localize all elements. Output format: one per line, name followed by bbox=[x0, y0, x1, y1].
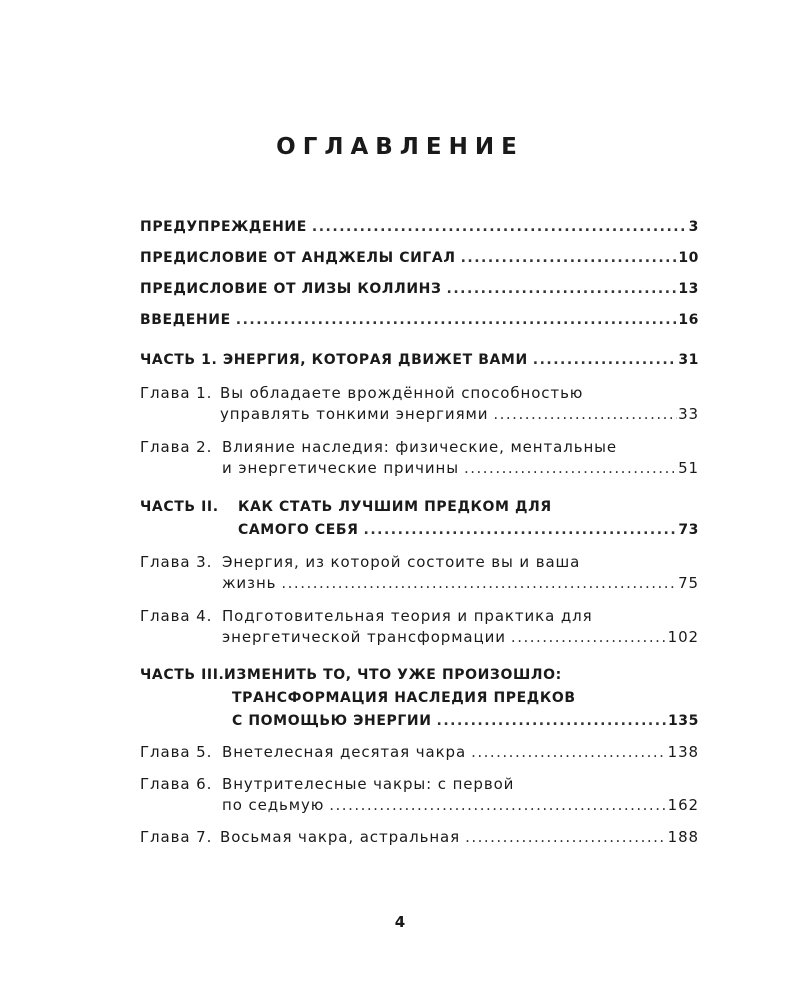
toc-part-1 bbox=[140, 352, 699, 368]
dot-leader bbox=[533, 352, 678, 368]
part-title-line: САМОГО СЕБЯ bbox=[238, 522, 359, 538]
toc-entry-front-matter bbox=[140, 281, 699, 297]
chapter-label: Глава 2. bbox=[140, 438, 213, 456]
chapter-page: 162 bbox=[667, 796, 699, 814]
part-page: 31 bbox=[678, 352, 699, 368]
chapter-title-line: Внетелесная десятая чакра bbox=[222, 743, 467, 761]
toc-chapter-3 bbox=[222, 574, 699, 592]
chapter-page: 102 bbox=[667, 628, 699, 646]
part-page: 73 bbox=[678, 522, 699, 538]
chapter-title-line: Восьмая чакра, астральная bbox=[220, 828, 461, 846]
chapter-title-line: и энергетические причины bbox=[222, 459, 459, 477]
chapter-page: 188 bbox=[667, 828, 699, 846]
toc-part-2 bbox=[238, 522, 699, 538]
dot-leader bbox=[364, 522, 678, 538]
part-title: ЧАСТЬ 1. ЭНЕРГИЯ, КОТОРАЯ ДВИЖЕТ ВАМИ bbox=[140, 352, 528, 368]
chapter-label: Глава 6. bbox=[140, 775, 213, 793]
entry-page: 16 bbox=[678, 312, 699, 328]
part-page: 135 bbox=[667, 713, 699, 729]
chapter-label: Глава 1. bbox=[140, 384, 213, 402]
entry-title: ВВЕДЕНИЕ bbox=[140, 312, 231, 328]
chapter-label: Глава 4. bbox=[140, 607, 213, 625]
toc-chapter-2 bbox=[222, 459, 699, 477]
dot-leader bbox=[312, 219, 688, 235]
dot-leader bbox=[471, 743, 667, 761]
chapter-label: Глава 5. bbox=[140, 743, 213, 761]
dot-leader bbox=[329, 796, 666, 814]
dot-leader bbox=[281, 574, 677, 592]
dot-leader bbox=[437, 713, 667, 729]
dot-leader bbox=[493, 405, 677, 423]
toc-entry-front-matter bbox=[140, 219, 699, 235]
dot-leader bbox=[464, 459, 677, 477]
chapter-title-line: Подготовительная теория и практика для bbox=[222, 607, 593, 625]
chapter-label: Глава 3. bbox=[140, 553, 213, 571]
entry-title: ПРЕДИСЛОВИЕ ОТ АНДЖЕЛЫ СИГАЛ bbox=[140, 250, 456, 266]
part-title-line: ИЗМЕНИТЬ ТО, ЧТО УЖЕ ПРОИЗОШЛО: bbox=[224, 667, 562, 683]
toc-chapter-1 bbox=[220, 405, 699, 423]
chapter-page: 33 bbox=[678, 405, 699, 423]
toc-entry-front-matter bbox=[140, 312, 699, 328]
toc-chapter-7 bbox=[220, 828, 699, 846]
part-title-line: С ПОМОЩЬЮ ЭНЕРГИИ bbox=[232, 713, 432, 729]
toc-part-3 bbox=[232, 713, 699, 729]
dot-leader bbox=[461, 250, 678, 266]
dot-leader bbox=[447, 281, 678, 297]
toc-entry-front-matter bbox=[140, 250, 699, 266]
chapter-label: Глава 7. bbox=[140, 828, 213, 846]
chapter-title-line: Вы обладаете врождённой способностью bbox=[220, 384, 584, 402]
entry-page: 13 bbox=[678, 281, 699, 297]
page-number: 4 bbox=[394, 913, 406, 931]
entry-page: 3 bbox=[688, 219, 699, 235]
toc-heading: ОГЛАВЛЕНИЕ bbox=[276, 134, 524, 160]
entry-title: ПРЕДИСЛОВИЕ ОТ ЛИЗЫ КОЛЛИНЗ bbox=[140, 281, 442, 297]
chapter-page: 51 bbox=[678, 459, 699, 477]
toc-chapter-6 bbox=[222, 796, 699, 814]
dot-leader bbox=[465, 828, 667, 846]
chapter-page: 75 bbox=[678, 574, 699, 592]
entry-title: ПРЕДУПРЕЖДЕНИЕ bbox=[140, 219, 307, 235]
dot-leader bbox=[511, 628, 667, 646]
part-title-line: КАК СТАТЬ ЛУЧШИМ ПРЕДКОМ ДЛЯ bbox=[238, 499, 552, 515]
dot-leader bbox=[236, 312, 678, 328]
toc-chapter-5 bbox=[222, 743, 699, 761]
chapter-title-line: Влияние наследия: физические, ментальные bbox=[222, 438, 618, 456]
chapter-title-line: по седьмую bbox=[222, 796, 325, 814]
part-label: ЧАСТЬ III. bbox=[140, 667, 225, 683]
chapter-page: 138 bbox=[667, 743, 699, 761]
chapter-title-line: управлять тонкими энергиями bbox=[220, 405, 489, 423]
chapter-title-line: Внутрителесные чакры: с первой bbox=[222, 775, 515, 793]
entry-page: 10 bbox=[678, 250, 699, 266]
chapter-title-line: Энергия, из которой состоите вы и ваша bbox=[222, 553, 581, 571]
toc-chapter-4 bbox=[222, 628, 699, 646]
part-label: ЧАСТЬ II. bbox=[140, 499, 219, 515]
chapter-title-line: энергетической трансформации bbox=[222, 628, 506, 646]
part-title-line: ТРАНСФОРМАЦИЯ НАСЛЕДИЯ ПРЕДКОВ bbox=[232, 690, 576, 706]
chapter-title-line: жизнь bbox=[222, 574, 277, 592]
